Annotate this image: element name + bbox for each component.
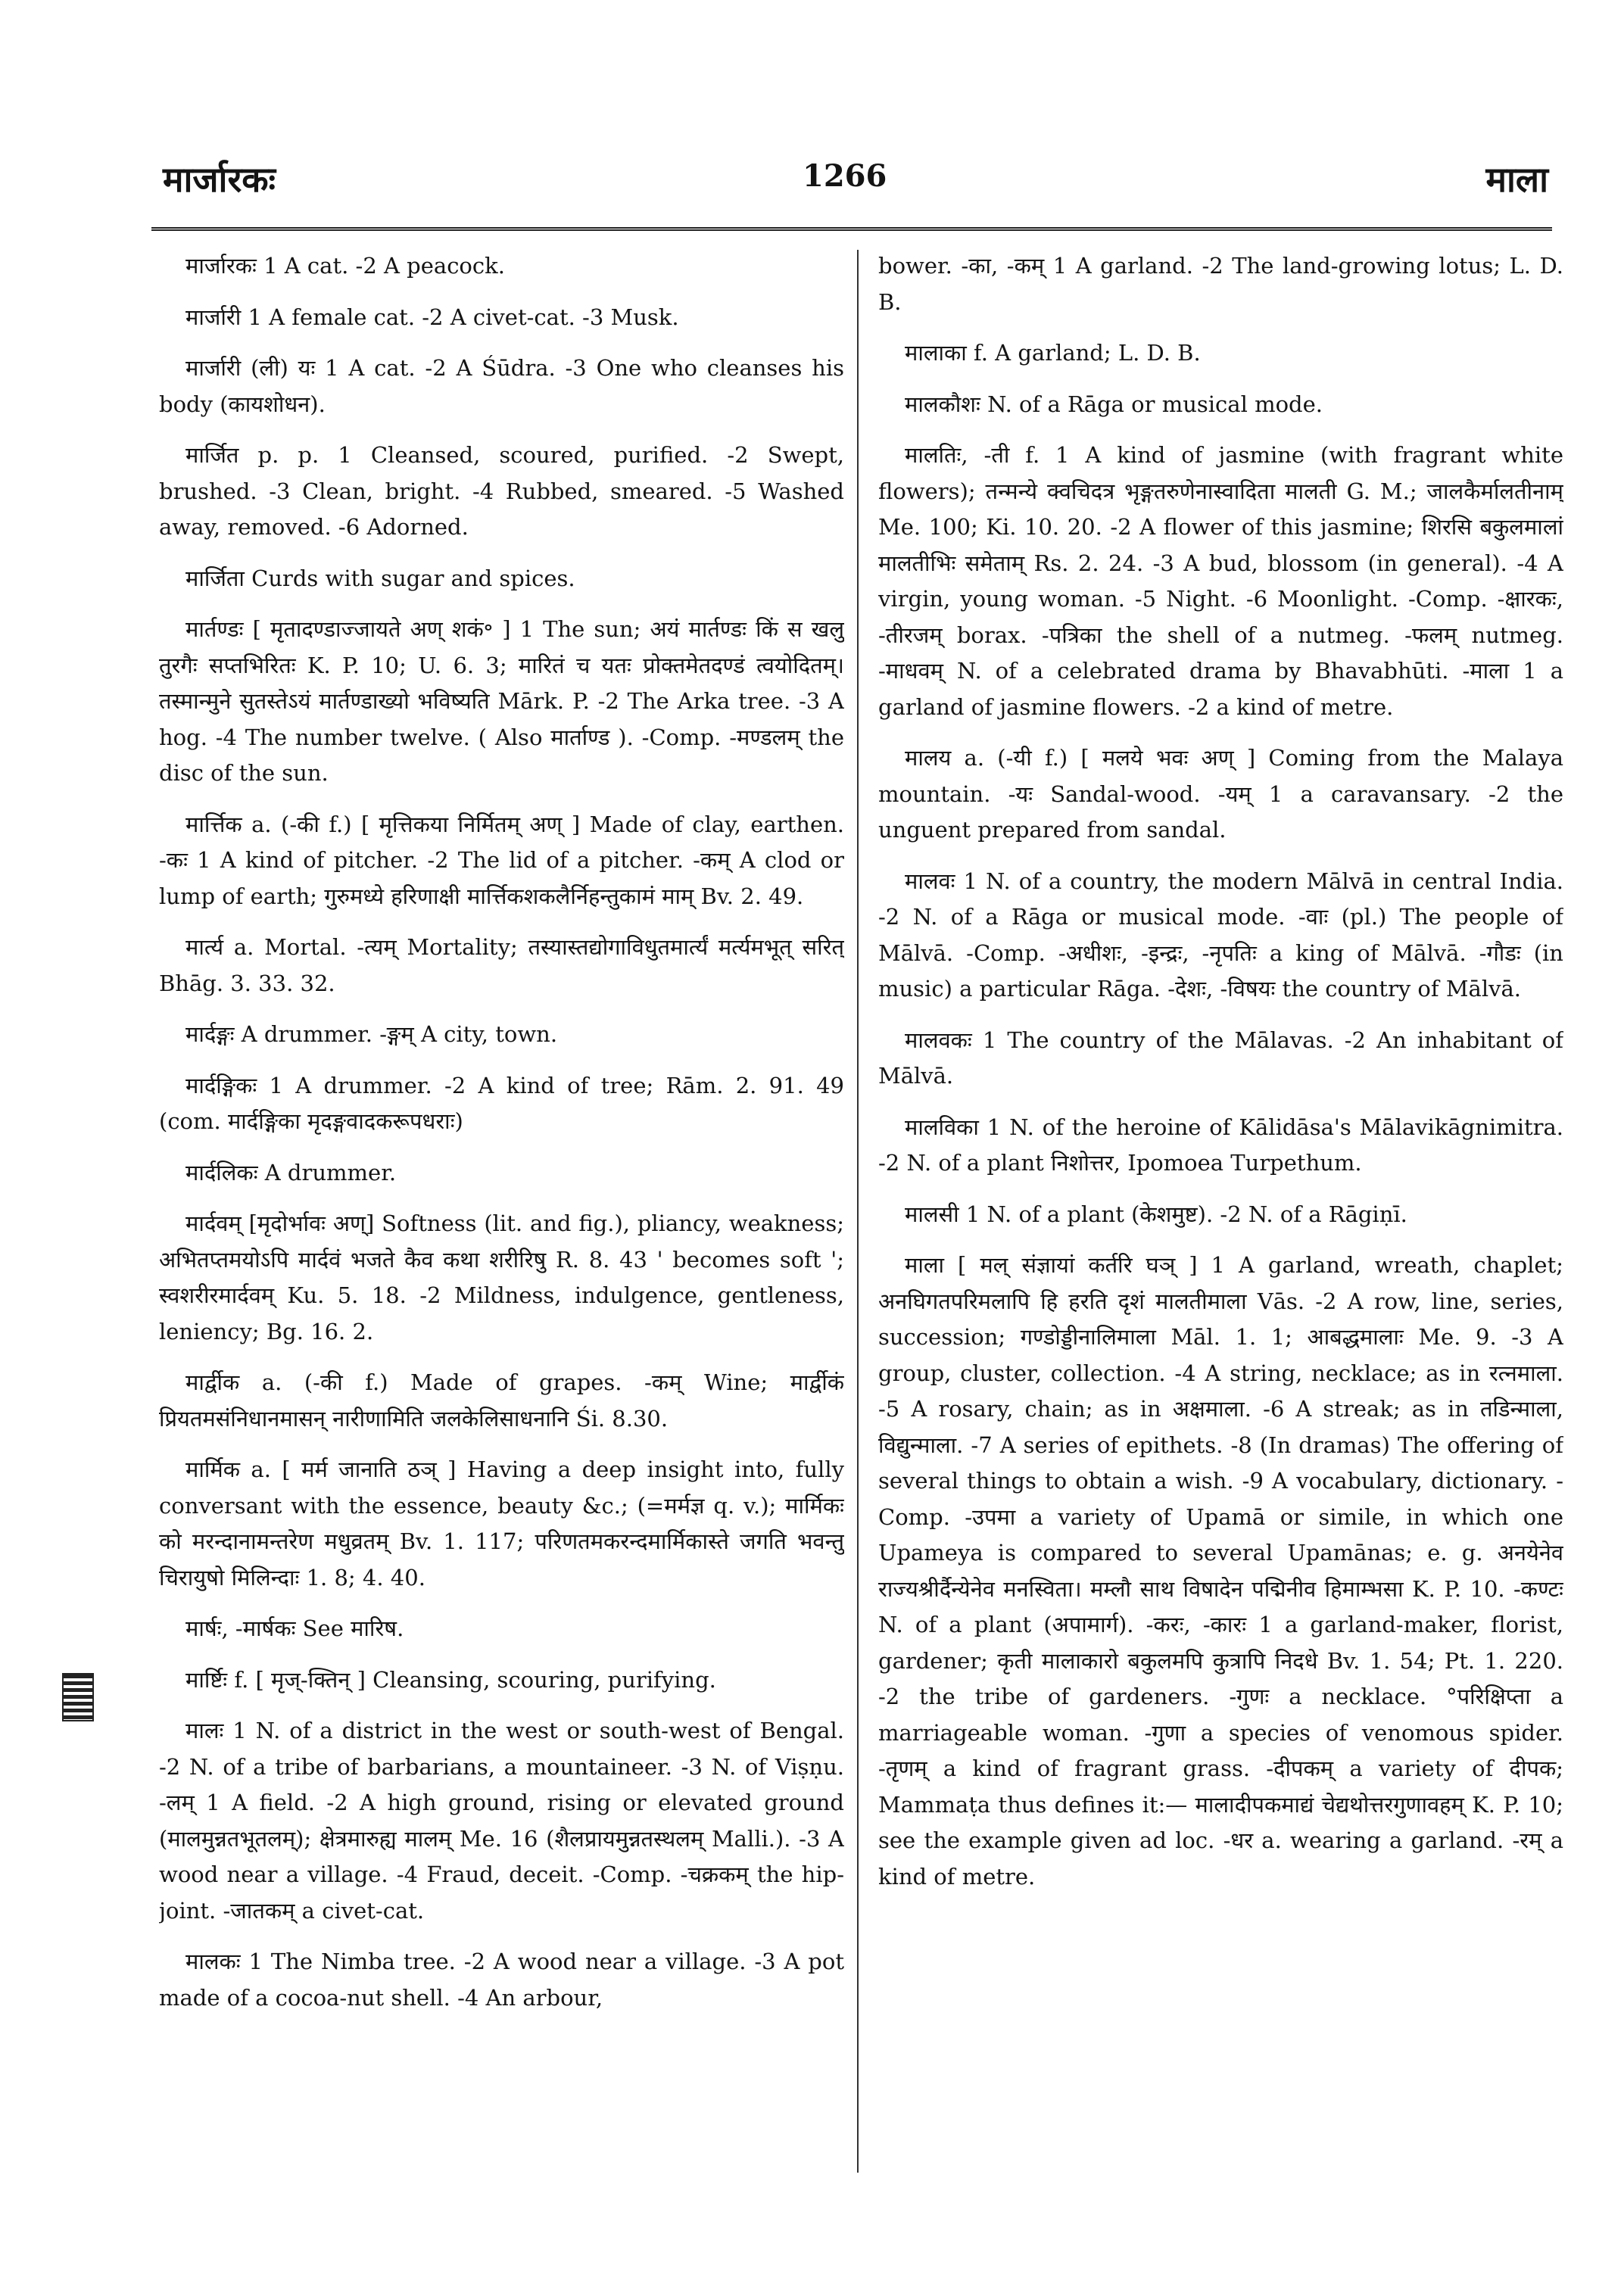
dictionary-entry: मार्त्य a. Mortal. -त्यम् Mortality; तस्यास्तद्योगाविधुतमार्त्यं मर्त्यमभूत् सरित् Bhāg. 3. 33. 32.: [159, 934, 844, 996]
dictionary-entry: मार्जारकः 1 A cat. -2 A peacock.: [185, 253, 505, 279]
dictionary-entry: मालकौशः N. of a Rāga or musical mode.: [905, 391, 1323, 417]
dictionary-entry: मार्त्तिक a. (-की f.) [ मृत्तिकया निर्मितम् अण् ] Made of clay, earthen. -कः 1 A kind of pitcher. -2 The lid of a pitcher. -कम् A clod or lump of earth; गुरुमध्ये हरिणाक्षी मार्त्तिकशकलैर्निहन्तुकामं माम् Bv. 2. 49.: [159, 811, 844, 909]
dictionary-entry: मार्दङ्गः A drummer. -ङ्गम् A city, town.: [185, 1021, 558, 1047]
dictionary-entry: मार्दलिकः A drummer.: [185, 1159, 397, 1185]
left-running-headword: मार्जारकः: [163, 159, 276, 200]
dictionary-entry: मालः 1 N. of a district in the west or south-west of Bengal. -2 N. of a tribe of barbarians, a mountaineer. -3 N. of Viṣṇu. -लम् 1 A field. -2 A high ground, rising or elevated ground (मालमुन्नतभूतलम्); क्षेत्रमारुह्य मालम् Me. 16 (शैलप्रायमुन्नतस्थलम् Malli.). -3 A wood near a village. -4 Fraud, deceit. -Comp. -चक्रकम् the hip-joint. -जातकम् a civet-cat.: [159, 1718, 844, 1924]
page-header: [163, 155, 1548, 208]
dictionary-entry: मार्दङ्गिकः 1 A drummer. -2 A kind of tree; Rām. 2. 91. 49 (com. मार्दङ्गिका मृदङ्गवादकरूपधराः): [159, 1072, 844, 1134]
dictionary-entry: मार्तण्डः [ मृतादण्डाज्जायते अण् शकं॰ ] 1 The sun; अयं मार्तण्डः किं स खलु तुरगैः सप्तभिरितः K. P. 10; U. 6. 3; मारितं च यतः प्रोक्तमेतदण्डं त्वयोदितम्। तस्मान्मुने सुतस्तेऽयं मार्तण्डाख्यो भविष्यति Mārk. P. -2 The Arka tree. -3 A hog. -4 The number twelve. ( Also मार्ताण्ड ). -Comp. -मण्डलम् the disc of the sun.: [159, 616, 844, 786]
dictionary-entry: मार्दवम् [मृदोर्भावः अण्] Softness (lit. and fig.), pliancy, weakness; अभितप्तमयोऽपि मार्दवं भजते कैव कथा शरीरिषु R. 8. 43 ' becomes soft '; स्वशरीरमार्दवम् Ku. 5. 18. -2 Mildness, indulgence, gentleness, leniency; Bg. 16. 2.: [159, 1210, 844, 1344]
dictionary-entry: मार्जारी (ली) यः 1 A cat. -2 A Śūdra. -3 One who cleanses his body (कायशोधन).: [159, 355, 844, 417]
dictionary-entry-continued: bower. -का, -कम् 1 A garland. -2 The land-growing lotus; L. D. B.: [878, 253, 1563, 315]
right-column: [878, 248, 1563, 2156]
dictionary-entry: मालविका 1 N. of the heroine of Kālidāsa's Mālavikāgnimitra. -2 N. of a plant निशोत्तर, Ipomoea Turpethum.: [878, 1114, 1563, 1176]
dictionary-entry: मार्द्वीक a. (-की f.) Made of grapes. -कम् Wine; मार्द्वीकं प्रियतमसंनिधानमासन् नारीणामिति जलकेलिसाधनानि Śi. 8.30.: [159, 1369, 844, 1432]
dictionary-entry: मालवकः 1 The country of the Mālavas. -2 An inhabitant of Mālvā.: [878, 1027, 1563, 1089]
dictionary-entry: मार्जित p. p. 1 Cleansed, scoured, purified. -2 Swept, brushed. -3 Clean, bright. -4 Rubbed, smeared. -5 Washed away, removed. -6 Adorned.: [159, 442, 844, 540]
dictionary-entry: माला [ मल् संज्ञायां कर्तरि घञ् ] 1 A garland, wreath, chaplet; अनघिगतपरिमलापि हि हरति दृशं मालतीमाला Vās. -2 A row, line, series, succession; गण्डोड्डीनालिमाला Māl. 1. 1; आबद्धमालाः Me. 9. -3 A group, cluster, collection. -4 A string, necklace; as in रत्नमाला. -5 A rosary, chain; as in अक्षमाला. -6 A streak; as in तडिन्माला, विद्युन्माला. -7 A series of epithets. -8 (In dramas) The offering of several things to obtain a wish. -9 A vocabulary, dictionary. -Comp. -उपमा a variety of Upamā or simile, in which one Upameya is compared to several Upamānas; e. g. अनयेनेव राज्यश्रीर्दैन्येनेव मनस्विता। मम्लौ साथ विषादेन पद्मिनीव हिमाम्भसा K. P. 10. -कण्टः N. of a plant (अपामार्ग). -करः, -कारः 1 a garland-maker, florist, gardener; कृती मालाकारो बकुलमपि कुत्रापि निदधे Bv. 1. 54; Pt. 1. 220. -2 the tribe of gardeners. -गुणः a necklace. °परिक्षिप्ता a marriageable woman. -गुणा a species of venomous spider. -तृणम् a kind of fragrant grass. -दीपकम् a variety of दीपक; Mammaṭa thus defines it:— मालादीपकमाद्यं चेद्यथोत्तरगुणावहम् K. P. 10; see the example given ad loc. -धर a. wearing a garland. -रम् a kind of metre.: [878, 1252, 1563, 1890]
right-running-headword: माला: [1485, 159, 1548, 200]
thumb-index-mark: [62, 1673, 94, 1721]
dictionary-entry: मार्ष्टिः f. [ मृज्-क्तिन् ] Cleansing, scouring, purifying.: [185, 1666, 716, 1693]
column-divider: [857, 250, 859, 2173]
dictionary-entry: मालय a. (-यी f.) [ मलये भवः अण् ] Coming from the Malaya mountain. -यः Sandal-wood. -यम् 1 a caravansary. -2 the unguent prepared from sandal.: [878, 745, 1563, 843]
page-number: 1266: [803, 158, 887, 194]
dictionary-entry: मालसी 1 N. of a plant (केशमुष्ट). -2 N. of a Rāgiṇī.: [905, 1201, 1407, 1227]
dictionary-entry: मालाका f. A garland; L. D. B.: [905, 340, 1201, 366]
dictionary-entry: मार्षः, -मार्षकः See मारिष.: [185, 1615, 404, 1641]
dictionary-entry: मालतिः, -ती f. 1 A kind of jasmine (with fragrant white flowers); तन्मन्ये क्वचिदत्र भृङ्गतरुणेनास्वादिता मालती G. M.; जालकैर्मालतीनाम् Me. 100; Ki. 10. 20. -2 A flower of this jasmine; शिरसि बकुलमालां मालतीभिः समेताम् Rs. 2. 24. -3 A bud, blossom (in general). -4 A virgin, young woman. -5 Night. -6 Moonlight. -Comp. -क्षारकः, -तीरजम् borax. -पत्रिका the shell of a nutmeg. -फलम् nutmeg. -माधवम् N. of a celebrated drama by Bhavabhūti. -माला 1 a garland of jasmine flowers. -2 a kind of metre.: [878, 442, 1563, 720]
left-column: [159, 248, 844, 2156]
dictionary-entry: मार्जिता Curds with sugar and spices.: [185, 565, 575, 591]
dictionary-entry: मालकः 1 The Nimba tree. -2 A wood near a village. -3 A pot made of a cocoa-nut shell. -4 An arbour,: [159, 1949, 844, 2011]
dictionary-entry: मालवः 1 N. of a country, the modern Mālvā in central India. -2 N. of a Rāga or musical mode. -वाः (pl.) The people of Mālvā. -Comp. -अधीशः, -इन्द्रः, -नृपतिः a king of Mālvā. -गौडः (in music) a particular Rāga. -देशः, -विषयः the country of Mālvā.: [878, 868, 1563, 1002]
dictionary-entry: मार्मिक a. [ मर्म जानाति ठञ् ] Having a deep insight into, fully conversant with the essence, beauty &c.; (=मर्मज्ञ q. v.); मार्मिकः को मरन्दानामन्तरेण मधुव्रतम् Bv. 1. 117; परिणतमकरन्दमार्मिकास्ते जगति भवन्तु चिरायुषो मिलिन्दाः 1. 8; 4. 40.: [159, 1456, 844, 1590]
header-double-rule: [151, 227, 1552, 231]
dictionary-entry: मार्जारी 1 A female cat. -2 A civet-cat. -3 Musk.: [185, 304, 679, 330]
